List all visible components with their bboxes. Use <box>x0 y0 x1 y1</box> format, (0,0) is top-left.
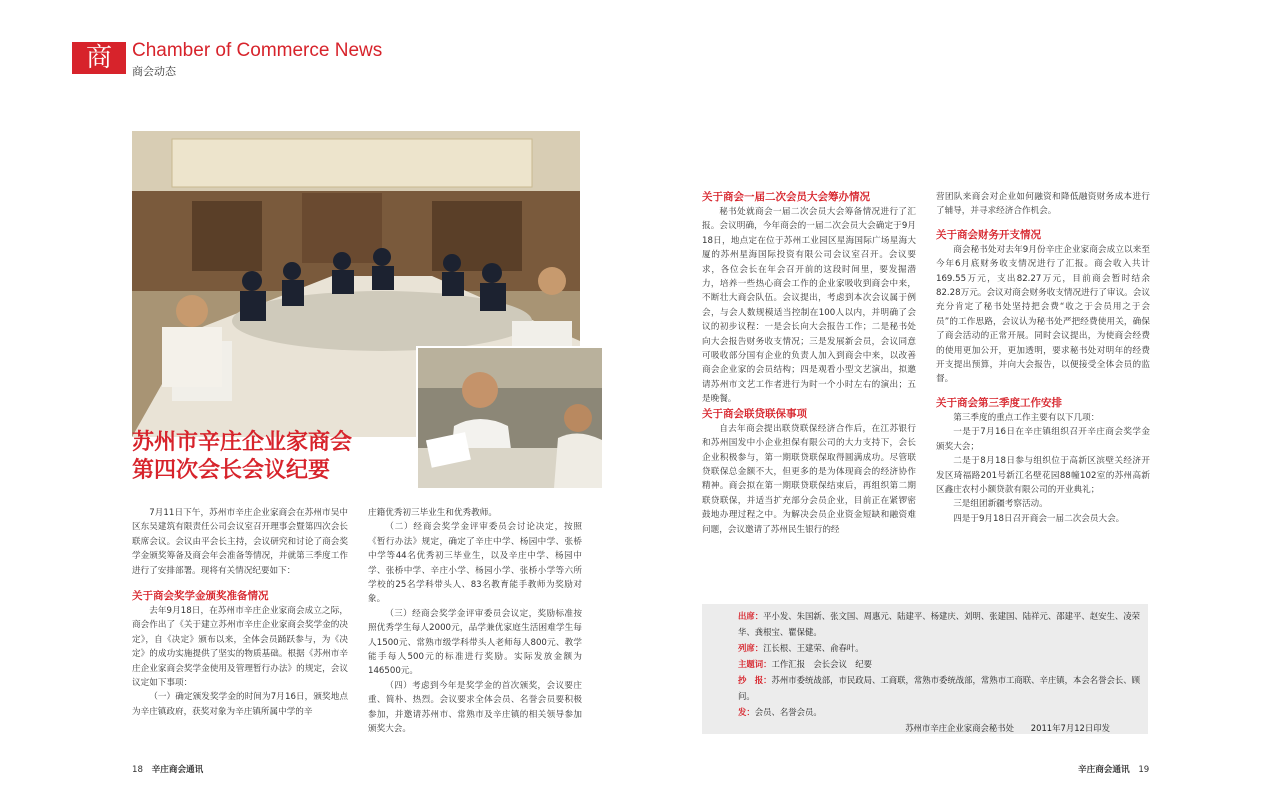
section-heading-q3-plan: 关于商会第三季度工作安排 <box>936 396 1062 409</box>
magazine-logo-mark: 商 <box>72 42 126 74</box>
article-column-4 <box>936 190 1150 526</box>
scholarship-item-3: （三）经商会奖学金评审委员会议定，奖励标准按照优秀学生每人2000元，品学兼优家庭生活困难学生每人1500元、常熟市级学科带头人老师每人800元、教学能手每人500元的标准进行奖励。实际发放金额为146500元。 <box>368 608 582 677</box>
joint-loan-paragraph: 自去年商会提出联贷联保经济合作后，在江苏银行和苏州国发中小企业担保有限公司的大力支持下，会长企业积极参与，第一期联贷联保取得圆满成功。尽管联贷联保总金额不大，但更多的是为体现商会的经济协作精神。商会拟在第一期联贷联保结束后，再组织第二期联贷联保，并适当扩充部分会员企业，目前正在紧锣密鼓地办理过程之中。为解决会员企业资金短缺和融资难问题，会议邀请了苏州民生银行的经 <box>702 423 916 535</box>
q3-plan-intro: 第三季度的重点工作主要有以下几项： <box>953 412 1100 423</box>
distribution-value: 会员、名誉会员。 <box>754 707 822 717</box>
article-column-2 <box>368 506 582 737</box>
article-title-line-2: 第四次会长会议纪要 <box>132 457 331 483</box>
observers-value: 江长根、王建荣、俞春叶。 <box>763 643 864 653</box>
distribution-line <box>710 704 1140 720</box>
cc-line <box>710 672 1140 704</box>
joint-loan-continued: 营团队来商会对企业如何融资和降低融资财务成本进行了辅导，并寻求经济合作机会。 <box>936 192 1150 217</box>
speaker-photo <box>416 346 604 490</box>
attendance-info-box <box>702 604 1148 734</box>
page-number-left: 18 <box>132 765 143 775</box>
cc-label: 抄 报： <box>738 675 772 685</box>
footer-left <box>132 763 203 775</box>
attendees-value: 平小发、朱国新、张文国、周惠元、陆建平、杨建庆、刘明、张建国、陆祥元、邵建平、赵安生、凌荣华、龚根宝、瞿保健。 <box>738 611 1140 637</box>
scholarship-item-2: （二）经商会奖学金评审委员会讨论决定，按照《暂行办法》规定，确定了辛庄中学、杨园中学、张桥中学等44名优秀初三毕业生，以及辛庄中学、杨园中学、张桥中学、辛庄小学、杨园小学、张桥小学等六所学校的25名学科带头人、83名教育能手教师为奖励对象。 <box>368 522 582 605</box>
section-heading-finance: 关于商会财务开支情况 <box>936 228 1041 241</box>
observers-label: 列席： <box>738 643 764 653</box>
scholarship-item-4: （四）考虑到今年是奖学金的首次颁奖，会议要庄重、简朴、热烈。会议要求全体会员、名誉会员要积极参加，并邀请苏州市、常熟市及辛庄镇的相关领导参加颁奖大会。 <box>368 680 582 735</box>
q3-plan-item-3: 三是组团新疆考察活动。 <box>953 499 1048 510</box>
section-heading-member-meeting: 关于商会一届二次会员大会筹办情况 <box>702 191 870 203</box>
attendees-line <box>710 608 1140 640</box>
q3-plan-item-2: 二是于8月18日参与组织位于高新区滨壁关经济开发区琦福路201号新江名壁花园88幢102室的苏州高新区鑫庄农村小额贷款有限公司的开业典礼； <box>936 456 1150 495</box>
page-number-right: 19 <box>1138 765 1150 775</box>
article-column-3 <box>702 190 916 537</box>
article-column-1 <box>132 506 348 719</box>
publication-name-left: 辛庄商会通讯 <box>151 765 204 775</box>
cc-value: 苏州市委统战部，市民政局、工商联，常熟市委统战部，常熟市工商联、辛庄镇，本会名誉会长、顾问。 <box>738 675 1140 701</box>
distribution-label: 发： <box>738 707 755 717</box>
finance-paragraph: 商会秘书处对去年9月份辛庄企业家商会成立以来至今年6月底财务收支情况进行了汇报。商会收入共计169.55万元，支出82.27万元，目前商会暂时结余82.28万元。会议对商会财务收支情况进行了审议。会议充分肯定了秘书处坚持把会费“收之于会员用之于会员”的工作思路，会议认为秘书处严把经费使用关，确保了商会活动的正常开展。同时会议提出，为使商会经费的使用更加公开，更加透明，要求秘书处对明年的经费开支提出预算，并向大会报告，以便接受全体会员的监督。 <box>936 244 1150 385</box>
keywords-label: 主题词： <box>738 659 772 669</box>
scholarship-item-1-continued: 庄籍优秀初三毕业生和优秀教师。 <box>368 508 497 518</box>
keywords-value: 工作汇报 会长会议 纪要 <box>771 659 872 669</box>
q3-plan-item-1: 一是于7月16日在辛庄镇组织召开辛庄商会奖学金颁奖大会； <box>936 427 1150 452</box>
section-title-english: Chamber of Commerce News <box>132 40 383 61</box>
observers-line <box>710 640 1140 656</box>
section-heading-scholarship: 关于商会奖学金颁奖准备情况 <box>132 590 269 603</box>
section-heading-joint-loan: 关于商会联贷联保事项 <box>702 407 807 420</box>
section-title-chinese: 商会动态 <box>132 65 176 78</box>
scholarship-item-1: （一）确定颁发奖学金的时间为7月16日，颁奖地点为辛庄镇政府，获奖对象为辛庄镇所属中学的辛 <box>132 692 348 717</box>
publication-name-right: 辛庄商会通讯 <box>1078 765 1130 775</box>
speaker-photo-illustration <box>418 348 602 488</box>
footer-right <box>1078 763 1149 775</box>
scholarship-paragraph: 去年9月18日，在苏州市辛庄企业家商会成立之际，商会作出了《关于建立苏州市辛庄企业家商会奖学金的决定》，自《决定》颁布以来，全体会员踊跃参与，为《决定》的成功实施提供了坚实的物质基础。根据《苏州市辛庄企业家商会奖学金使用及管理暂行办法》的规定，会议议定如下事项： <box>132 606 348 689</box>
member-meeting-paragraph: 秘书处就商会一届二次会员大会筹备情况进行了汇报。会议明确，今年商会的一届二次会员大会确定于9月18日，地点定在位于苏州工业园区星海国际广场星海大厦的苏州星海国际投资有限公司会议室召开。会议要求，各位会长在年会召开前的这段时间里，要发掘潜力，培养一些热心商会工作的企业家吸收到商会中来，不断壮大商会队伍。会议提出，考虑到本次会议属于例会，与会人数规模适当控制在100人以内，并明确了会议的初步议程：一是会长向大会报告工作；二是秘书处向大会报告财务收支情况；三是发展新会员，会议同意可吸收部分国有企业的负责人加入到商会中来，以改善商会企业家的会员结构；四是观看小型文艺演出，拟邀请苏州市文艺工作者进行为时一个小时左右的演出；五是晚餐。 <box>702 207 916 405</box>
attendees-label: 出席： <box>738 611 764 621</box>
article-title-line-1: 苏州市辛庄企业家商会 <box>132 429 353 455</box>
q3-plan-item-4: 四是于9月18日召开商会一届二次会员大会。 <box>953 513 1125 524</box>
keywords-line <box>710 656 1140 672</box>
intro-paragraph: 7月11日下午，苏州市辛庄企业家商会在苏州市吴中区东吴建筑有限责任公司会议室召开理事会暨第四次会长联席会议。会议由平会长主持，会议研究和讨论了商会奖学金颁奖筹备及商会年会准备等情况，并就第三季度工作进行了安排部署。现将有关情况纪要如下： <box>132 508 348 576</box>
article-title <box>132 428 352 484</box>
issuer-signature: 苏州市辛庄企业家商会秘书处 2011年7月12日印发 <box>905 723 1110 733</box>
